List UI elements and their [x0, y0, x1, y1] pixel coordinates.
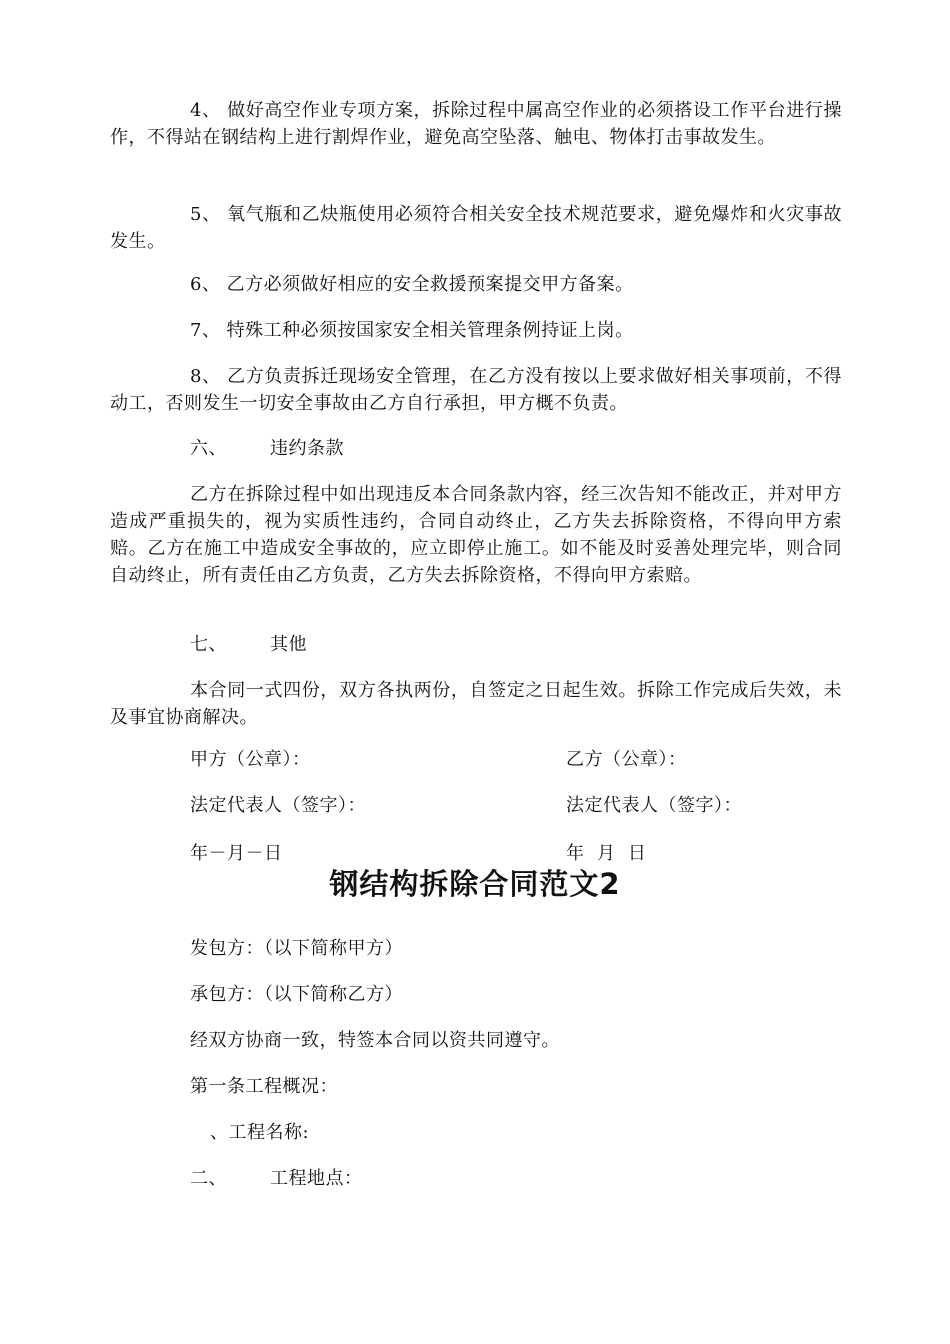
clause-8: 8、 乙方负责拆迁现场安全管理，在乙方没有按以上要求做好相关事项前，不得动工，否则发生一切安全事故由乙方自行承担，甲方概不负责。	[110, 366, 842, 414]
party-b-date: 年 月 日	[566, 843, 647, 864]
article-1-heading: 第一条工程概况：	[190, 1076, 338, 1097]
section-6-title: 违约条款	[270, 438, 344, 459]
clause-7: 7、 特殊工种必须按国家安全相关管理条例持证上岗。	[190, 320, 634, 341]
clause-6: 6、 乙方必须做好相应的安全救援预案提交甲方备案。	[190, 274, 634, 295]
item-2-label: 工程地点：	[270, 1168, 363, 1189]
section-6-heading	[190, 435, 344, 462]
section-7-number: 七、	[190, 634, 227, 655]
section-6-number: 六、	[190, 438, 227, 459]
project-location-item	[190, 1165, 363, 1192]
section-7-body: 本合同一式四份，双方各执两份，自签定之日起生效。拆除工作完成后失效，未及事宜协商解决。	[110, 680, 842, 728]
clause-5: 5、 氧气瓶和乙炔瓶使用必须符合相关安全技术规范要求，避免爆炸和火灾事故发生。	[110, 204, 842, 252]
party-b-seal: 乙方（公章）：	[566, 749, 687, 770]
party-b-representative: 法定代表人（签字）：	[566, 795, 742, 816]
document-title: 钢结构拆除合同范文2	[329, 867, 621, 901]
contractor-line: 承包方：（以下简称乙方）	[190, 984, 403, 1005]
agreement-line: 经双方协商一致，特签本合同以资共同遵守。	[190, 1030, 560, 1051]
party-a-representative: 法定代表人（签字）：	[190, 795, 366, 816]
clause-4: 4、 做好高空作业专项方案，拆除过程中属高空作业的必须搭设工作平台进行操作，不得站在钢结构上进行割焊作业，避免高空坠落、触电、物体打击事故发生。	[110, 100, 842, 148]
section-7-heading	[190, 631, 307, 658]
item-2-number: 二、	[190, 1168, 227, 1189]
party-a-date: 年－月－日	[190, 843, 283, 864]
party-a-seal: 甲方（公章）：	[190, 749, 311, 770]
issuer-line: 发包方：（以下简称甲方）	[190, 938, 403, 959]
section-7-title: 其他	[270, 634, 307, 655]
section-6-body: 乙方在拆除过程中如出现违反本合同条款内容，经三次告知不能改正，并对甲方造成严重损失的，视为实质性违约，合同自动终止，乙方失去拆除资格，不得向甲方索赔。乙方在施工中造成安全事故的，应立即停止施工。如不能及时妥善处理完毕，则合同自动终止，所有责任由乙方负责，乙方失去拆除资格，不得向甲方索赔。	[110, 484, 842, 586]
project-name-item: 、工程名称:	[210, 1122, 310, 1143]
